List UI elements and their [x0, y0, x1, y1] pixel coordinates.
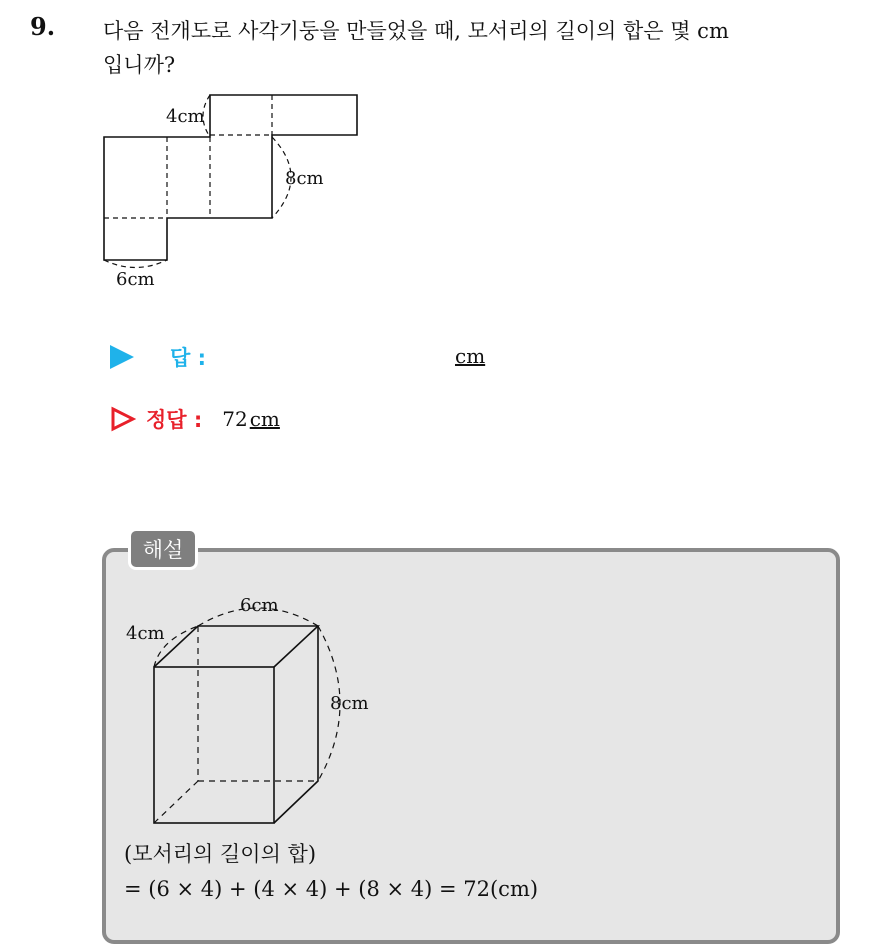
question-text-line2: 입니까? [103, 53, 176, 77]
cuboid-label-8cm: 8cm [330, 693, 369, 714]
net-label-8cm: 8cm [285, 168, 324, 189]
solution-line2: = (6 × 4) + (4 × 4) + (8 × 4) = 72(cm) [124, 877, 539, 901]
correct-unit: cm [249, 407, 280, 431]
solution-line1: (모서리의 길이의 합) [124, 842, 317, 866]
cuboid-label-4cm: 4cm [126, 623, 165, 644]
question-text-line1: 다음 전개도로 사각기둥을 만들었을 때, 모서리의 길이의 합은 몇 cm [103, 19, 729, 43]
correct-label: 정답 : [146, 408, 203, 432]
solution-tag: 해설 [128, 528, 198, 570]
cuboid-label-6cm: 6cm [240, 595, 279, 616]
question-number: 9. [30, 12, 56, 41]
answer-label: 답 : [170, 346, 206, 370]
net-label-4cm: 4cm [166, 106, 205, 127]
net-label-6cm: 6cm [116, 269, 155, 290]
correct-value: 72 [222, 407, 248, 431]
answer-unit: cm [455, 344, 486, 368]
